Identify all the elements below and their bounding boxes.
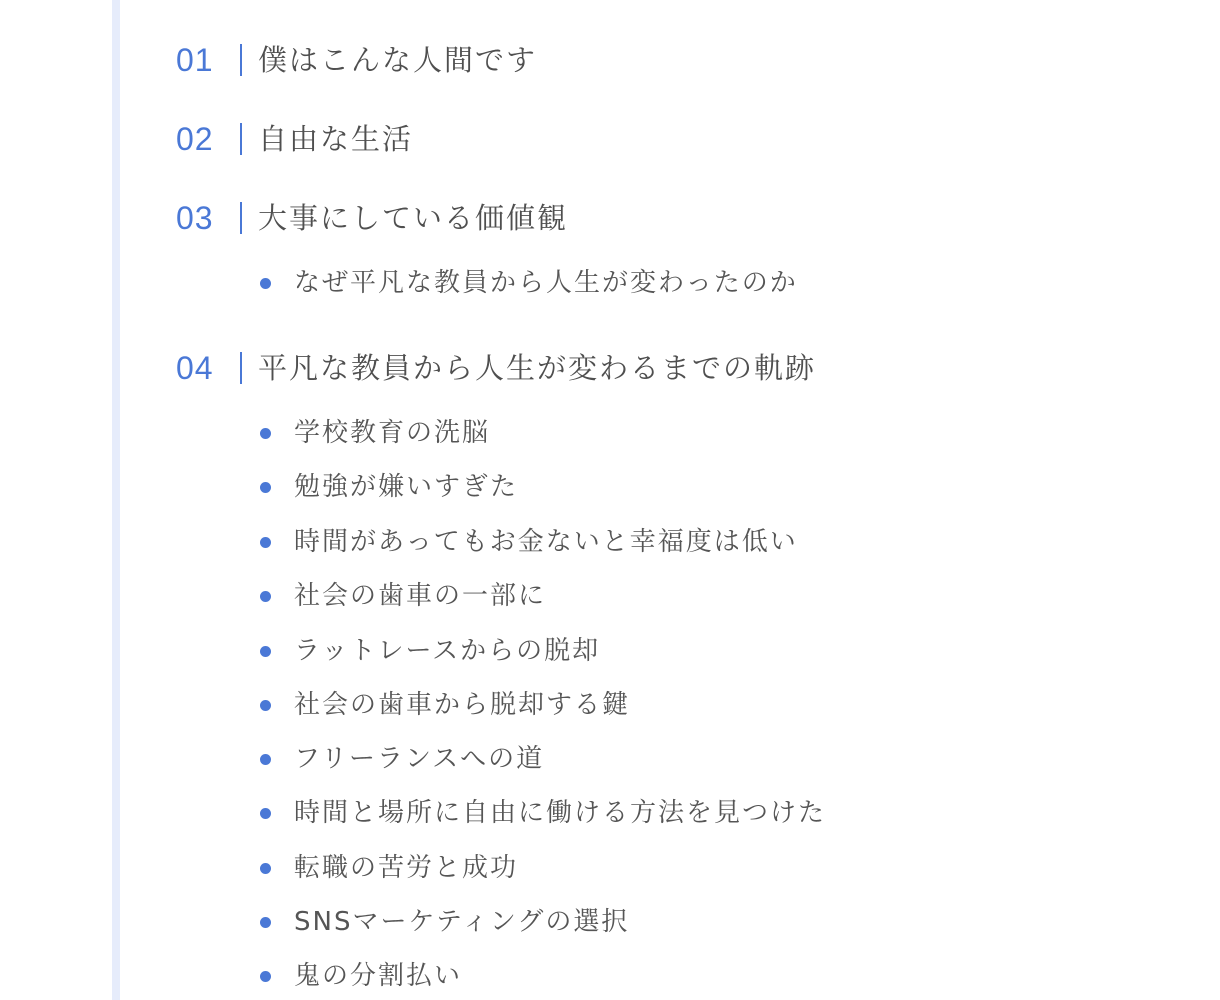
- bullet-icon: [260, 700, 271, 711]
- toc-separator: [240, 123, 242, 155]
- bullet-icon: [260, 278, 271, 289]
- toc-subitem-label: 社会の歯車の一部に: [294, 581, 547, 611]
- bullet-icon: [260, 863, 271, 874]
- toc-subitem-label: 学校教育の洗脳: [294, 418, 491, 448]
- toc-title: 僕はこんな人間です: [258, 43, 538, 77]
- toc-subitem[interactable]: [260, 415, 490, 451]
- toc-title: 自由な生活: [258, 122, 414, 156]
- toc-subitem[interactable]: [260, 265, 798, 301]
- toc-subitem-label: 転職の苦労と成功: [294, 853, 519, 883]
- toc-separator: [240, 202, 242, 234]
- toc-number: 04: [176, 350, 214, 386]
- toc-subitem-label: フリーランスへの道: [294, 744, 545, 774]
- toc-subitem[interactable]: [260, 958, 462, 994]
- toc-heading-04[interactable]: [176, 348, 816, 388]
- toc-separator: [240, 44, 242, 76]
- bullet-icon: [260, 971, 271, 982]
- table-of-contents: [112, 0, 1220, 1000]
- bullet-icon: [260, 808, 271, 819]
- toc-number: 02: [176, 121, 214, 157]
- toc-subitem-label: なぜ平凡な教員から人生が変わったのか: [294, 268, 798, 298]
- bullet-icon: [260, 428, 271, 439]
- toc-subitem[interactable]: [260, 795, 826, 831]
- toc-number: 01: [176, 42, 214, 78]
- toc-heading-01[interactable]: [176, 40, 537, 80]
- toc-subitem-label: SNSマーケティングの選択: [294, 907, 630, 937]
- toc-subitem[interactable]: [260, 578, 546, 614]
- bullet-icon: [260, 537, 271, 548]
- toc-subitem-label: 時間があってもお金ないと幸福度は低い: [294, 527, 798, 557]
- bullet-icon: [260, 482, 271, 493]
- toc-title: 平凡な教員から人生が変わるまでの軌跡: [258, 351, 817, 385]
- bullet-icon: [260, 754, 271, 765]
- bullet-icon: [260, 646, 271, 657]
- bullet-icon: [260, 591, 271, 602]
- toc-subitem-label: 社会の歯車から脱却する鍵: [294, 690, 631, 720]
- toc-number: 03: [176, 200, 214, 236]
- toc-subitem[interactable]: [260, 633, 600, 669]
- toc-subitem-label: 時間と場所に自由に働ける方法を見つけた: [294, 798, 827, 828]
- toc-subitem[interactable]: [260, 524, 798, 560]
- toc-heading-02[interactable]: [176, 119, 413, 159]
- toc-subitem[interactable]: [260, 469, 518, 505]
- toc-subitem-label: ラットレースからの脱却: [294, 636, 601, 666]
- toc-subitem[interactable]: [260, 850, 518, 886]
- toc-subitem-label: 勉強が嫌いすぎた: [294, 472, 519, 502]
- toc-separator: [240, 352, 242, 384]
- toc-subitem-label: 鬼の分割払い: [294, 961, 463, 991]
- toc-subitem[interactable]: [260, 687, 630, 723]
- bullet-icon: [260, 917, 271, 928]
- toc-subitem[interactable]: [260, 741, 544, 777]
- toc-heading-03[interactable]: [176, 198, 568, 238]
- toc-subitem[interactable]: [260, 904, 629, 940]
- toc-title: 大事にしている価値観: [258, 201, 569, 235]
